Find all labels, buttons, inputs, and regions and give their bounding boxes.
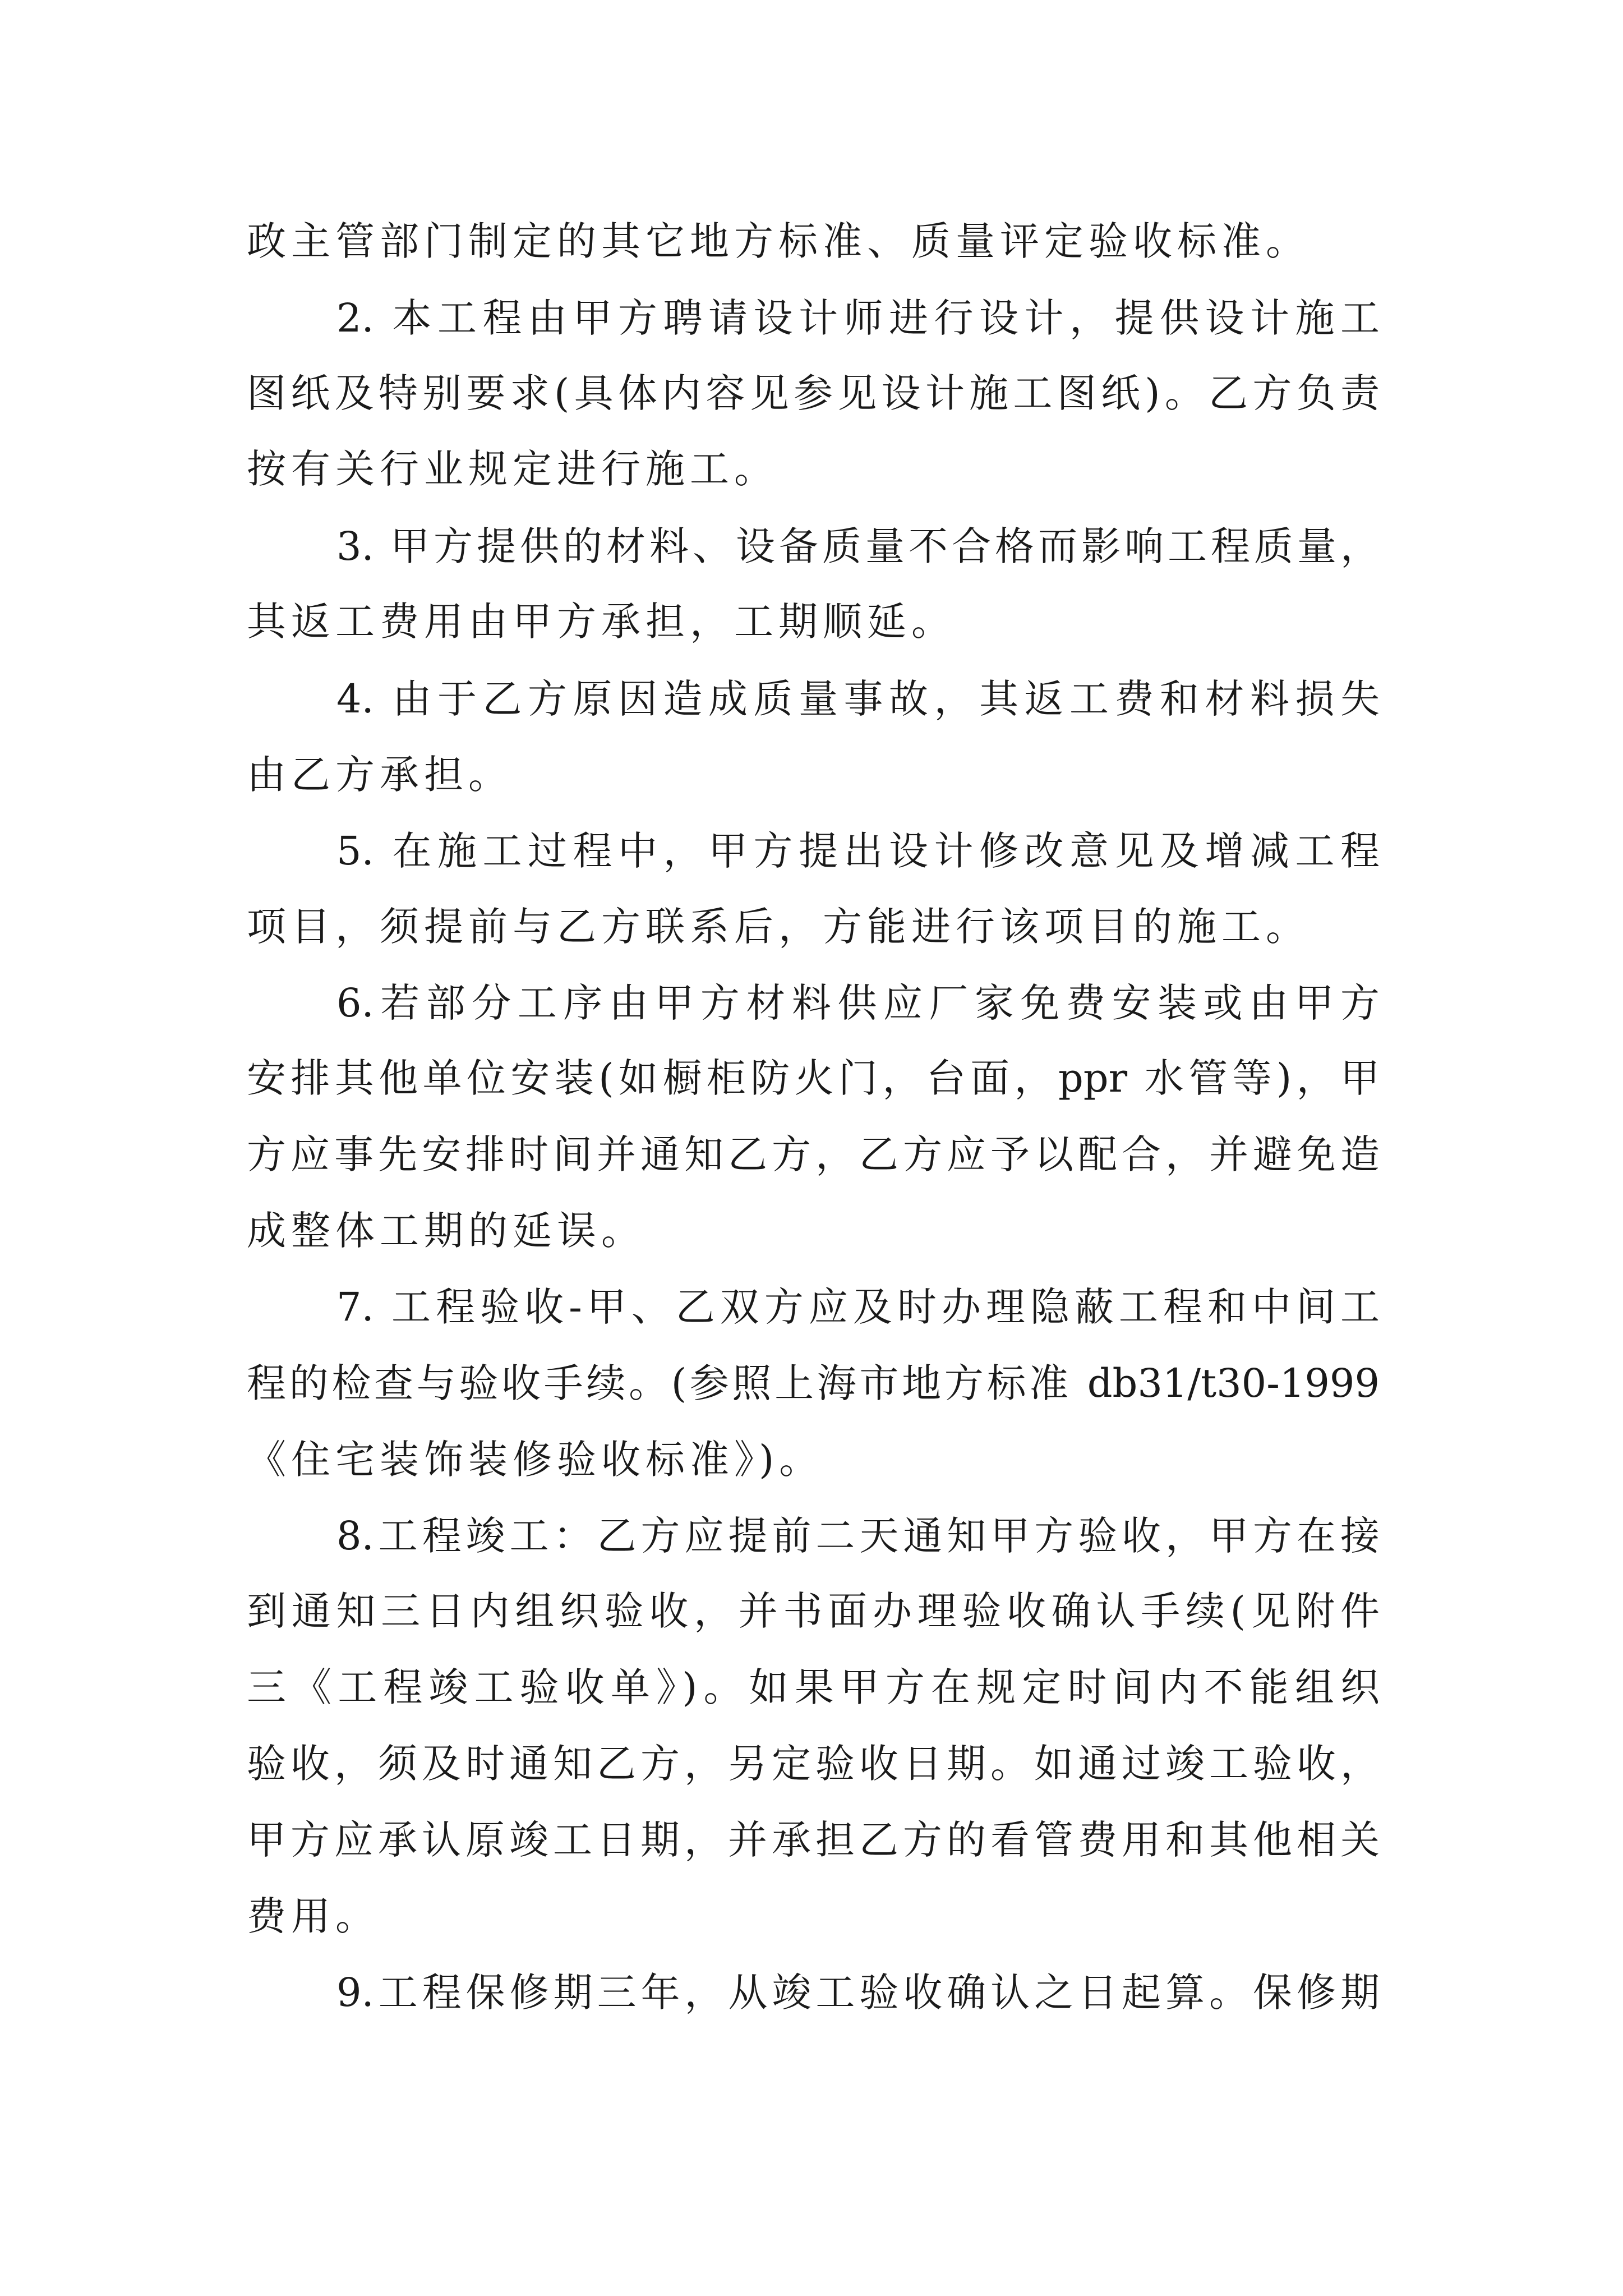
text-line: 政主管部门制定的其它地方标准、质量评定验收标准。: [247, 218, 1310, 264]
text-line: 图纸及特别要求(具体内容见参见设计施工图纸)。乙方负责: [247, 370, 1380, 416]
text-line: 安排其他单位安装(如橱柜防火门，台面，ppr 水管等)，甲: [247, 1055, 1380, 1101]
text-line: 甲方应承认原竣工日期，并承担乙方的看管费用和其他相关: [247, 1817, 1380, 1863]
text-line: 2. 本工程由甲方聘请设计师进行设计，提供设计施工: [336, 295, 1380, 341]
text-line: 8.工程竣工：乙方应提前二天通知甲方验收，甲方在接: [336, 1513, 1380, 1559]
text-line: 由乙方承担。: [247, 752, 513, 798]
text-line: 5. 在施工过程中，甲方提出设计修改意见及增减工程: [336, 828, 1380, 874]
text-line: 6.若部分工序由甲方材料供应厂家免费安装或由甲方: [336, 980, 1380, 1026]
text-line: 其返工费用由甲方承担，工期顺延。: [247, 599, 956, 645]
text-line: 成整体工期的延误。: [247, 1208, 645, 1254]
text-line: 验收，须及时通知乙方，另定验收日期。如通过竣工验收，: [247, 1741, 1380, 1787]
text-line: 7. 工程验收-甲、乙双方应及时办理隐蔽工程和中间工: [336, 1284, 1380, 1330]
text-line: 按有关行业规定进行施工。: [247, 446, 778, 492]
text-line: 三《工程竣工验收单》)。如果甲方在规定时间内不能组织: [247, 1664, 1380, 1710]
text-line: 《住宅装饰装修验收标准》)。: [247, 1437, 824, 1483]
text-line: 程的检查与验收手续。(参照上海市地方标准 db31/t30-1999: [247, 1360, 1380, 1406]
text-line: 项目，须提前与乙方联系后，方能进行该项目的施工。: [247, 904, 1310, 950]
text-line: 方应事先安排时间并通知乙方，乙方应予以配合，并避免造: [247, 1131, 1380, 1177]
text-line: 3. 甲方提供的材料、设备质量不合格而影响工程质量，: [336, 523, 1380, 569]
text-line: 9.工程保修期三年，从竣工验收确认之日起算。保修期: [336, 1970, 1380, 2016]
text-line: 4. 由于乙方原因造成质量事故，其返工费和材料损失: [336, 676, 1380, 722]
text-line: 费用。: [247, 1893, 380, 1939]
text-line: 到通知三日内组织验收，并书面办理验收确认手续(见附件: [247, 1588, 1380, 1634]
